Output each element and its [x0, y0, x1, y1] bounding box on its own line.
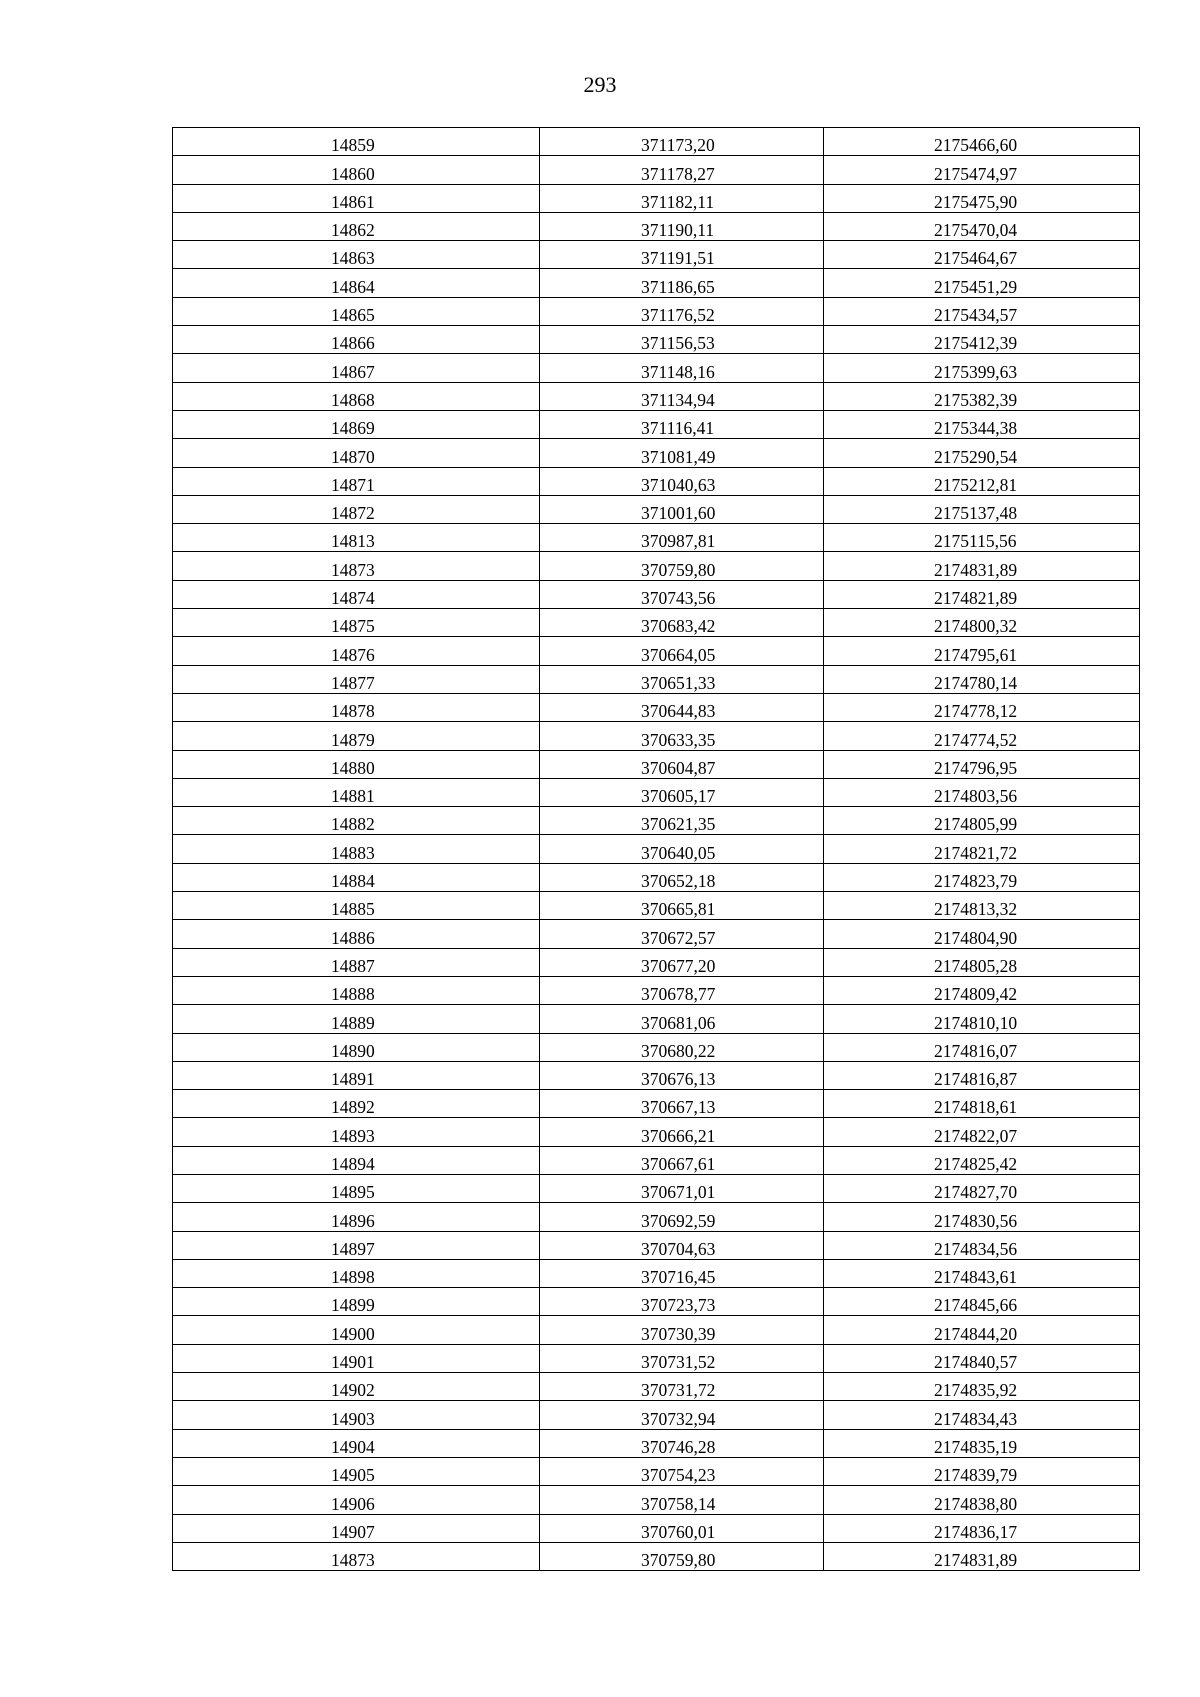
y-coordinate-cell: 2174805,99	[824, 807, 1140, 835]
table-row	[173, 354, 1140, 382]
point-number-cell: 14868	[173, 382, 540, 410]
x-coordinate-cell: 370604,87	[540, 750, 824, 778]
x-coordinate-cell: 371191,51	[540, 241, 824, 269]
y-coordinate-cell: 2174823,79	[824, 863, 1140, 891]
x-coordinate-cell: 371186,65	[540, 269, 824, 297]
x-coordinate-cell: 371116,41	[540, 410, 824, 438]
point-number-cell: 14882	[173, 807, 540, 835]
point-number-cell: 14891	[173, 1061, 540, 1089]
y-coordinate-cell: 2174835,19	[824, 1429, 1140, 1457]
point-number-cell: 14899	[173, 1288, 540, 1316]
table-row	[173, 1033, 1140, 1061]
point-number-cell: 14879	[173, 722, 540, 750]
y-coordinate-cell: 2174809,42	[824, 976, 1140, 1004]
y-coordinate-cell: 2174796,95	[824, 750, 1140, 778]
y-coordinate-cell: 2174822,07	[824, 1118, 1140, 1146]
x-coordinate-cell: 371173,20	[540, 128, 824, 156]
y-coordinate-cell: 2174821,72	[824, 835, 1140, 863]
y-coordinate-cell: 2174843,61	[824, 1259, 1140, 1287]
x-coordinate-cell: 370676,13	[540, 1061, 824, 1089]
y-coordinate-cell: 2174834,43	[824, 1401, 1140, 1429]
x-coordinate-cell: 371081,49	[540, 439, 824, 467]
point-number-cell: 14905	[173, 1457, 540, 1485]
point-number-cell: 14886	[173, 920, 540, 948]
x-coordinate-cell: 370759,80	[540, 552, 824, 580]
table-row	[173, 495, 1140, 523]
x-coordinate-cell: 370672,57	[540, 920, 824, 948]
point-number-cell: 14897	[173, 1231, 540, 1259]
table-row	[173, 948, 1140, 976]
y-coordinate-cell: 2174800,32	[824, 609, 1140, 637]
table-row	[173, 297, 1140, 325]
table-row	[173, 212, 1140, 240]
table-row	[173, 1118, 1140, 1146]
table-row	[173, 863, 1140, 891]
y-coordinate-cell: 2175290,54	[824, 439, 1140, 467]
y-coordinate-cell: 2175344,38	[824, 410, 1140, 438]
table-row	[173, 976, 1140, 1004]
table-row	[173, 920, 1140, 948]
x-coordinate-cell: 371001,60	[540, 495, 824, 523]
y-coordinate-cell: 2174840,57	[824, 1344, 1140, 1372]
table-row	[173, 382, 1140, 410]
table-row	[173, 1259, 1140, 1287]
point-number-cell: 14878	[173, 693, 540, 721]
y-coordinate-cell: 2175475,90	[824, 184, 1140, 212]
x-coordinate-cell: 370666,21	[540, 1118, 824, 1146]
point-number-cell: 14893	[173, 1118, 540, 1146]
x-coordinate-cell: 370692,59	[540, 1203, 824, 1231]
coordinates-table	[172, 127, 1140, 1571]
y-coordinate-cell: 2174774,52	[824, 722, 1140, 750]
point-number-cell: 14896	[173, 1203, 540, 1231]
point-number-cell: 14873	[173, 1542, 540, 1570]
x-coordinate-cell: 371156,53	[540, 326, 824, 354]
point-number-cell: 14885	[173, 892, 540, 920]
x-coordinate-cell: 371182,11	[540, 184, 824, 212]
x-coordinate-cell: 370678,77	[540, 976, 824, 1004]
table-row	[173, 439, 1140, 467]
point-number-cell: 14865	[173, 297, 540, 325]
x-coordinate-cell: 370677,20	[540, 948, 824, 976]
table-row	[173, 1174, 1140, 1202]
point-number-cell: 14887	[173, 948, 540, 976]
table-row	[173, 128, 1140, 156]
point-number-cell: 14883	[173, 835, 540, 863]
x-coordinate-cell: 370633,35	[540, 722, 824, 750]
point-number-cell: 14867	[173, 354, 540, 382]
table-row	[173, 1203, 1140, 1231]
y-coordinate-cell: 2174834,56	[824, 1231, 1140, 1259]
y-coordinate-cell: 2174805,28	[824, 948, 1140, 976]
table-row	[173, 1542, 1140, 1570]
table-row	[173, 580, 1140, 608]
x-coordinate-cell: 371134,94	[540, 382, 824, 410]
x-coordinate-cell: 370640,05	[540, 835, 824, 863]
x-coordinate-cell: 370681,06	[540, 1005, 824, 1033]
table-row	[173, 1005, 1140, 1033]
x-coordinate-cell: 370730,39	[540, 1316, 824, 1344]
point-number-cell: 14892	[173, 1090, 540, 1118]
table-row	[173, 1090, 1140, 1118]
table-row	[173, 1061, 1140, 1089]
x-coordinate-cell: 370621,35	[540, 807, 824, 835]
x-coordinate-cell: 370731,52	[540, 1344, 824, 1372]
table-row	[173, 1457, 1140, 1485]
x-coordinate-cell: 370652,18	[540, 863, 824, 891]
table-row	[173, 1401, 1140, 1429]
table-row	[173, 750, 1140, 778]
x-coordinate-cell: 370759,80	[540, 1542, 824, 1570]
y-coordinate-cell: 2174821,89	[824, 580, 1140, 608]
table-row	[173, 1514, 1140, 1542]
y-coordinate-cell: 2175212,81	[824, 467, 1140, 495]
point-number-cell: 14872	[173, 495, 540, 523]
y-coordinate-cell: 2174831,89	[824, 552, 1140, 580]
y-coordinate-cell: 2175464,67	[824, 241, 1140, 269]
table-row	[173, 156, 1140, 184]
table-row	[173, 835, 1140, 863]
page-number: 293	[583, 72, 617, 97]
y-coordinate-cell: 2174803,56	[824, 778, 1140, 806]
x-coordinate-cell: 370716,45	[540, 1259, 824, 1287]
point-number-cell: 14900	[173, 1316, 540, 1344]
x-coordinate-cell: 370644,83	[540, 693, 824, 721]
table-row	[173, 467, 1140, 495]
x-coordinate-cell: 370667,61	[540, 1146, 824, 1174]
y-coordinate-cell: 2175382,39	[824, 382, 1140, 410]
table-row	[173, 807, 1140, 835]
point-number-cell: 14859	[173, 128, 540, 156]
point-number-cell: 14875	[173, 609, 540, 637]
point-number-cell: 14861	[173, 184, 540, 212]
point-number-cell: 14880	[173, 750, 540, 778]
point-number-cell: 14813	[173, 524, 540, 552]
point-number-cell: 14907	[173, 1514, 540, 1542]
y-coordinate-cell: 2174804,90	[824, 920, 1140, 948]
x-coordinate-cell: 370746,28	[540, 1429, 824, 1457]
table-row	[173, 410, 1140, 438]
x-coordinate-cell: 370754,23	[540, 1457, 824, 1485]
y-coordinate-cell: 2174778,12	[824, 693, 1140, 721]
point-number-cell: 14894	[173, 1146, 540, 1174]
table-row	[173, 665, 1140, 693]
x-coordinate-cell: 371176,52	[540, 297, 824, 325]
x-coordinate-cell: 370605,17	[540, 778, 824, 806]
point-number-cell: 14906	[173, 1486, 540, 1514]
y-coordinate-cell: 2174836,17	[824, 1514, 1140, 1542]
x-coordinate-cell: 370665,81	[540, 892, 824, 920]
x-coordinate-cell: 370671,01	[540, 1174, 824, 1202]
table-row	[173, 1316, 1140, 1344]
table-row	[173, 892, 1140, 920]
y-coordinate-cell: 2174780,14	[824, 665, 1140, 693]
table-row	[173, 778, 1140, 806]
y-coordinate-cell: 2175399,63	[824, 354, 1140, 382]
x-coordinate-cell: 370760,01	[540, 1514, 824, 1542]
table-row	[173, 1344, 1140, 1372]
point-number-cell: 14874	[173, 580, 540, 608]
y-coordinate-cell: 2174844,20	[824, 1316, 1140, 1344]
table-row	[173, 693, 1140, 721]
y-coordinate-cell: 2174813,32	[824, 892, 1140, 920]
point-number-cell: 14862	[173, 212, 540, 240]
y-coordinate-cell: 2174795,61	[824, 637, 1140, 665]
y-coordinate-cell: 2174835,92	[824, 1373, 1140, 1401]
point-number-cell: 14898	[173, 1259, 540, 1287]
x-coordinate-cell: 370732,94	[540, 1401, 824, 1429]
table-row	[173, 637, 1140, 665]
coordinates-table-body	[173, 128, 1140, 1571]
point-number-cell: 14881	[173, 778, 540, 806]
y-coordinate-cell: 2174830,56	[824, 1203, 1140, 1231]
y-coordinate-cell: 2175412,39	[824, 326, 1140, 354]
x-coordinate-cell: 370743,56	[540, 580, 824, 608]
y-coordinate-cell: 2175466,60	[824, 128, 1140, 156]
point-number-cell: 14873	[173, 552, 540, 580]
point-number-cell: 14871	[173, 467, 540, 495]
table-row	[173, 1429, 1140, 1457]
y-coordinate-cell: 2175137,48	[824, 495, 1140, 523]
point-number-cell: 14888	[173, 976, 540, 1004]
x-coordinate-cell: 371040,63	[540, 467, 824, 495]
y-coordinate-cell: 2175470,04	[824, 212, 1140, 240]
table-row	[173, 1288, 1140, 1316]
table-row	[173, 184, 1140, 212]
table-row	[173, 269, 1140, 297]
y-coordinate-cell: 2175474,97	[824, 156, 1140, 184]
y-coordinate-cell: 2174845,66	[824, 1288, 1140, 1316]
y-coordinate-cell: 2175115,56	[824, 524, 1140, 552]
y-coordinate-cell: 2174818,61	[824, 1090, 1140, 1118]
point-number-cell: 14902	[173, 1373, 540, 1401]
point-number-cell: 14904	[173, 1429, 540, 1457]
table-row	[173, 609, 1140, 637]
y-coordinate-cell: 2174838,80	[824, 1486, 1140, 1514]
table-row	[173, 1486, 1140, 1514]
table-row	[173, 326, 1140, 354]
point-number-cell: 14876	[173, 637, 540, 665]
x-coordinate-cell: 370667,13	[540, 1090, 824, 1118]
table-row	[173, 241, 1140, 269]
table-row	[173, 524, 1140, 552]
x-coordinate-cell: 370651,33	[540, 665, 824, 693]
y-coordinate-cell: 2174816,07	[824, 1033, 1140, 1061]
x-coordinate-cell: 371148,16	[540, 354, 824, 382]
x-coordinate-cell: 370731,72	[540, 1373, 824, 1401]
point-number-cell: 14901	[173, 1344, 540, 1372]
y-coordinate-cell: 2174839,79	[824, 1457, 1140, 1485]
table-row	[173, 552, 1140, 580]
point-number-cell: 14884	[173, 863, 540, 891]
point-number-cell: 14903	[173, 1401, 540, 1429]
y-coordinate-cell: 2174816,87	[824, 1061, 1140, 1089]
point-number-cell: 14864	[173, 269, 540, 297]
y-coordinate-cell: 2174831,89	[824, 1542, 1140, 1570]
table-row	[173, 722, 1140, 750]
x-coordinate-cell: 370683,42	[540, 609, 824, 637]
y-coordinate-cell: 2174825,42	[824, 1146, 1140, 1174]
y-coordinate-cell: 2175434,57	[824, 297, 1140, 325]
x-coordinate-cell: 370758,14	[540, 1486, 824, 1514]
y-coordinate-cell: 2175451,29	[824, 269, 1140, 297]
x-coordinate-cell: 370723,73	[540, 1288, 824, 1316]
point-number-cell: 14863	[173, 241, 540, 269]
table-row	[173, 1373, 1140, 1401]
point-number-cell: 14869	[173, 410, 540, 438]
point-number-cell: 14895	[173, 1174, 540, 1202]
x-coordinate-cell: 371190,11	[540, 212, 824, 240]
x-coordinate-cell: 370704,63	[540, 1231, 824, 1259]
y-coordinate-cell: 2174810,10	[824, 1005, 1140, 1033]
point-number-cell: 14866	[173, 326, 540, 354]
x-coordinate-cell: 370664,05	[540, 637, 824, 665]
x-coordinate-cell: 371178,27	[540, 156, 824, 184]
y-coordinate-cell: 2174827,70	[824, 1174, 1140, 1202]
point-number-cell: 14870	[173, 439, 540, 467]
x-coordinate-cell: 370680,22	[540, 1033, 824, 1061]
x-coordinate-cell: 370987,81	[540, 524, 824, 552]
table-row	[173, 1231, 1140, 1259]
point-number-cell: 14877	[173, 665, 540, 693]
table-row	[173, 1146, 1140, 1174]
point-number-cell: 14889	[173, 1005, 540, 1033]
point-number-cell: 14860	[173, 156, 540, 184]
point-number-cell: 14890	[173, 1033, 540, 1061]
